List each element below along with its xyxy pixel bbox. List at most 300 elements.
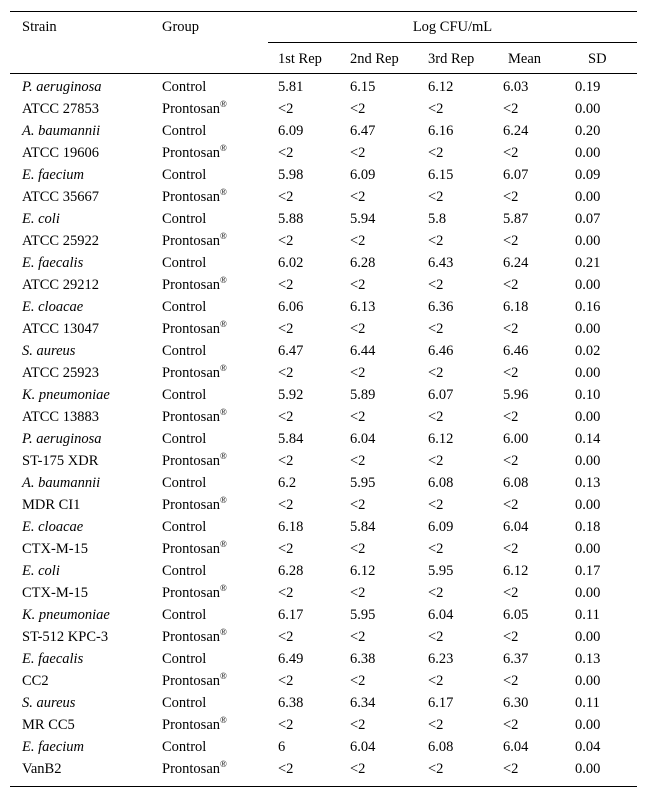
registered-mark: ® [220,275,227,285]
cell-mean: <2 [503,321,519,337]
cell-group [162,431,206,447]
cell-group [162,145,227,161]
cell-strain: E. faecalis [22,651,84,667]
cell-rep1: 6 [278,739,286,755]
cell-rep2: 5.89 [350,387,376,403]
cell-group-label: Control [162,255,207,271]
cell-mean: 6.04 [503,739,529,755]
table-row [10,142,637,164]
cell-mean: <2 [503,101,519,117]
table-bottom-rule [10,786,637,787]
cell-group-label: Prontosan [162,453,220,469]
registered-mark: ® [220,99,227,109]
cell-rep2: <2 [350,717,366,733]
cell-group-label: Control [162,519,207,535]
cell-group-label: Prontosan [162,717,220,733]
table-row [10,186,637,208]
cell-strain: CTX-M-15 [22,585,89,601]
cell-group-label: Prontosan [162,585,220,601]
cell-group [162,629,227,645]
table-row [10,736,637,758]
cell-rep1: 6.17 [278,607,304,623]
cell-rep2: <2 [350,233,366,249]
registered-mark: ® [220,319,227,329]
cell-group-label: Control [162,739,207,755]
cell-group-label: Prontosan [162,365,220,381]
cell-rep3: <2 [428,629,444,645]
cell-rep2: <2 [350,189,366,205]
cell-group [162,79,206,95]
cell-rep3: <2 [428,585,444,601]
cell-sd: 0.00 [575,541,601,557]
cell-sd: 0.00 [575,233,601,249]
cell-rep1: <2 [278,673,294,689]
cell-mean: <2 [503,409,519,425]
table-row [10,120,637,142]
registered-mark: ® [220,583,227,593]
cell-sd: 0.00 [575,453,601,469]
cell-mean: 6.18 [503,299,529,315]
cell-sd: 0.02 [575,343,601,359]
cell-sd: 0.20 [575,123,601,139]
cell-rep2: <2 [350,277,366,293]
cell-sd: 0.00 [575,145,601,161]
cell-group-label: Prontosan [162,101,220,117]
table-body [10,76,637,780]
cell-mean: <2 [503,233,519,249]
cell-sd: 0.17 [575,563,601,579]
cell-rep3: <2 [428,189,444,205]
cell-rep3: 6.43 [428,255,454,271]
table-row [10,626,637,648]
cell-rep2: 6.04 [350,739,376,755]
cell-mean: 6.24 [503,255,529,271]
cell-mean: 6.37 [503,651,529,667]
cell-rep3: 6.08 [428,475,454,491]
table-row [10,98,637,120]
cell-rep3: <2 [428,365,444,381]
registered-mark: ® [220,231,227,241]
cell-group-label: Prontosan [162,145,220,161]
header-rep3: 3rd Rep [428,51,475,67]
cell-sd: 0.00 [575,761,601,777]
cell-rep1: <2 [278,233,294,249]
cell-rep2: 6.28 [350,255,376,271]
cell-mean: 6.03 [503,79,529,95]
cell-mean: 5.96 [503,387,529,403]
table-row [10,428,637,450]
table-row [10,384,637,406]
cell-group [162,761,227,777]
cell-group-label: Prontosan [162,541,220,557]
cell-strain: MR CC5 [22,717,75,733]
cell-strain: E. faecium [22,167,85,183]
cell-strain: ATCC 13883 [22,409,99,425]
cell-strain: E. coli [22,563,60,579]
cell-strain: ATCC 25923 [22,365,99,381]
cell-rep3: 6.12 [428,79,454,95]
cell-rep1: 5.88 [278,211,304,227]
cell-group [162,211,206,227]
cell-strain: E. cloacae [22,299,84,315]
cell-group [162,563,206,579]
cell-rep2: 6.38 [350,651,376,667]
cell-group [162,189,227,205]
cell-rep1: 5.84 [278,431,304,447]
header-bottom-rule [10,73,637,74]
cell-rep1: <2 [278,497,294,513]
cell-mean: <2 [503,541,519,557]
cell-sd: 0.00 [575,497,601,513]
cell-group-label: Prontosan [162,409,220,425]
cell-rep3: <2 [428,453,444,469]
cell-group [162,321,227,337]
cell-group-label: Prontosan [162,497,220,513]
cell-group [162,277,227,293]
cell-rep1: 6.18 [278,519,304,535]
table-row [10,76,637,98]
cell-rep1: 6.02 [278,255,304,271]
cell-sd: 0.07 [575,211,601,227]
registered-mark: ® [220,539,227,549]
cell-group-label: Control [162,651,207,667]
cell-mean: 6.04 [503,519,529,535]
cell-rep3: <2 [428,497,444,513]
cell-group [162,101,227,117]
cell-rep3: 6.17 [428,695,454,711]
table-row [10,692,637,714]
table-row [10,670,637,692]
table-row [10,714,637,736]
cell-mean: <2 [503,673,519,689]
cell-strain: A. baumannii [22,475,101,491]
cell-group-label: Prontosan [162,673,220,689]
table-row [10,648,637,670]
cell-sd: 0.16 [575,299,601,315]
cell-group-label: Control [162,431,207,447]
cell-mean: <2 [503,761,519,777]
cell-group-label: Control [162,563,207,579]
cell-rep3: 6.07 [428,387,454,403]
cell-group [162,497,227,513]
cell-mean: 6.05 [503,607,529,623]
header-sd: SD [588,51,607,67]
cell-sd: 0.21 [575,255,601,271]
cell-mean: <2 [503,629,519,645]
cell-group-label: Control [162,387,207,403]
cell-rep3: 6.46 [428,343,454,359]
cell-rep3: 6.36 [428,299,454,315]
cell-group [162,585,227,601]
cell-sd: 0.13 [575,651,601,667]
cell-rep1: <2 [278,321,294,337]
cell-strain: VanB2 [22,761,62,777]
cell-rep3: 6.12 [428,431,454,447]
cell-rep3: <2 [428,717,444,733]
cell-rep3: <2 [428,145,444,161]
cell-mean: <2 [503,453,519,469]
cell-rep2: <2 [350,409,366,425]
cell-rep1: <2 [278,453,294,469]
table-row [10,362,637,384]
registered-mark: ® [220,759,227,769]
cell-group [162,299,206,315]
table-row [10,516,637,538]
cell-sd: 0.00 [575,189,601,205]
registered-mark: ® [220,715,227,725]
cell-group-label: Prontosan [162,189,220,205]
cell-group-label: Control [162,695,207,711]
table-row [10,472,637,494]
cell-rep1: <2 [278,365,294,381]
cell-rep2: 6.47 [350,123,376,139]
cell-rep1: 5.98 [278,167,304,183]
table-row [10,560,637,582]
cell-rep1: 6.06 [278,299,304,315]
cell-group-label: Control [162,299,207,315]
cell-rep1: <2 [278,541,294,557]
cell-mean: <2 [503,365,519,381]
table-row [10,604,637,626]
cell-group [162,695,206,711]
table-row [10,340,637,362]
cell-rep1: 6.28 [278,563,304,579]
cell-strain: CTX-M-15 [22,541,89,557]
table-top-rule [10,11,637,12]
cell-rep2: <2 [350,453,366,469]
cell-group [162,365,227,381]
cell-group [162,343,206,359]
cell-rep2: 6.34 [350,695,376,711]
cell-rep2: <2 [350,585,366,601]
cell-rep2: <2 [350,101,366,117]
registered-mark: ® [220,451,227,461]
cell-group-label: Control [162,211,207,227]
cell-sd: 0.11 [575,607,600,623]
cell-sd: 0.00 [575,629,601,645]
cell-rep2: 6.13 [350,299,376,315]
cell-strain: ATCC 19606 [22,145,99,161]
cell-mean: 6.08 [503,475,529,491]
cell-group [162,453,227,469]
cell-rep2: 6.44 [350,343,376,359]
cell-sd: 0.00 [575,321,601,337]
cell-rep2: 5.94 [350,211,376,227]
cell-group-label: Control [162,79,207,95]
cell-group-label: Prontosan [162,233,220,249]
cell-strain: ST-175 XDR [22,453,99,469]
cell-rep1: <2 [278,717,294,733]
cell-sd: 0.00 [575,101,601,117]
cell-rep1: <2 [278,409,294,425]
cell-rep1: 6.49 [278,651,304,667]
cell-sd: 0.19 [575,79,601,95]
table-row [10,406,637,428]
cell-group [162,409,227,425]
cell-rep1: 6.47 [278,343,304,359]
cell-rep3: 6.08 [428,739,454,755]
table-row [10,164,637,186]
cell-rep3: <2 [428,409,444,425]
cell-rep3: <2 [428,541,444,557]
cell-rep1: <2 [278,101,294,117]
table-row [10,582,637,604]
cell-rep3: <2 [428,673,444,689]
cell-group [162,519,206,535]
table-row [10,296,637,318]
cell-group-label: Prontosan [162,321,220,337]
registered-mark: ® [220,495,227,505]
cell-group [162,717,227,733]
cell-group [162,475,206,491]
cell-group-label: Prontosan [162,629,220,645]
cell-strain: ATCC 25922 [22,233,99,249]
cell-group-label: Control [162,475,207,491]
registered-mark: ® [220,363,227,373]
cell-rep3: <2 [428,321,444,337]
cell-mean: 6.24 [503,123,529,139]
cell-rep1: <2 [278,145,294,161]
cell-sd: 0.10 [575,387,601,403]
cell-mean: <2 [503,717,519,733]
cell-rep1: <2 [278,189,294,205]
cell-rep1: <2 [278,585,294,601]
cell-rep2: 6.04 [350,431,376,447]
cell-sd: 0.18 [575,519,601,535]
cell-group [162,739,206,755]
cell-rep3: <2 [428,101,444,117]
cell-mean: 6.46 [503,343,529,359]
cell-strain: ST-512 KPC-3 [22,629,109,645]
cell-sd: 0.00 [575,717,601,733]
header-strain: Strain [22,19,57,35]
cell-sd: 0.13 [575,475,601,491]
cell-rep3: 6.23 [428,651,454,667]
cell-group [162,233,227,249]
registered-mark: ® [220,407,227,417]
cell-sd: 0.09 [575,167,601,183]
cell-rep2: <2 [350,365,366,381]
table-row [10,450,637,472]
registered-mark: ® [220,143,227,153]
cell-group-label: Control [162,167,207,183]
cell-strain: CC2 [22,673,49,689]
header-rep2: 2nd Rep [350,51,399,67]
table-row [10,494,637,516]
cell-group [162,167,206,183]
cell-group [162,255,206,271]
cell-rep2: <2 [350,629,366,645]
cell-group-label: Control [162,607,207,623]
cell-group [162,123,206,139]
cell-rep3: <2 [428,761,444,777]
cell-strain: P. aeruginosa [22,431,102,447]
cell-strain: K. pneumoniae [22,607,110,623]
cell-rep1: 6.2 [278,475,297,491]
registered-mark: ® [220,671,227,681]
header-group: Group [162,19,200,35]
cell-group-label: Control [162,343,207,359]
cell-sd: 0.11 [575,695,600,711]
cell-rep3: 6.09 [428,519,454,535]
table-row [10,274,637,296]
cell-rep2: 6.12 [350,563,376,579]
table-row [10,208,637,230]
cell-sd: 0.00 [575,585,601,601]
cell-strain: E. faecium [22,739,85,755]
cell-rep2: 5.84 [350,519,376,535]
cell-strain: MDR CI1 [22,497,81,513]
cell-mean: 6.07 [503,167,529,183]
cell-strain: E. faecalis [22,255,84,271]
header-log-cfu: Log CFU/mL [412,19,493,35]
cell-group [162,651,206,667]
cell-strain: A. baumannii [22,123,101,139]
cell-group [162,387,206,403]
cell-rep2: <2 [350,145,366,161]
table-row [10,538,637,560]
cell-mean: <2 [503,145,519,161]
cell-sd: 0.00 [575,365,601,381]
cell-group-label: Prontosan [162,761,220,777]
header-rep1: 1st Rep [278,51,322,67]
cell-strain: K. pneumoniae [22,387,110,403]
cell-sd: 0.04 [575,739,601,755]
cell-rep1: <2 [278,277,294,293]
cell-rep2: 6.15 [350,79,376,95]
cell-mean: <2 [503,277,519,293]
registered-mark: ® [220,187,227,197]
cell-strain: ATCC 27853 [22,101,99,117]
cell-rep1: 6.38 [278,695,304,711]
header-mean: Mean [508,51,542,67]
cell-group [162,607,206,623]
cell-mean: <2 [503,497,519,513]
cell-strain: ATCC 29212 [22,277,99,293]
cell-rep2: <2 [350,673,366,689]
cell-rep3: 5.95 [428,563,454,579]
cell-strain: E. coli [22,211,60,227]
cell-rep1: 6.09 [278,123,304,139]
registered-mark: ® [220,627,227,637]
cell-rep2: <2 [350,321,366,337]
table-row [10,252,637,274]
cell-rep3: 5.8 [428,211,447,227]
cell-rep1: 5.81 [278,79,304,95]
cell-mean: 5.87 [503,211,529,227]
cell-group [162,673,227,689]
cell-mean: <2 [503,189,519,205]
cell-rep2: 5.95 [350,607,376,623]
table-row [10,758,637,780]
cell-strain: S. aureus [22,343,76,359]
cell-group [162,541,227,557]
cell-sd: 0.00 [575,673,601,689]
cell-rep2: <2 [350,541,366,557]
table-row [10,230,637,252]
cell-rep2: 5.95 [350,475,376,491]
cell-group-label: Control [162,123,207,139]
cell-mean: 6.00 [503,431,529,447]
cell-mean: 6.12 [503,563,529,579]
cell-mean: <2 [503,585,519,601]
cell-rep2: 6.09 [350,167,376,183]
cell-rep2: <2 [350,497,366,513]
cell-sd: 0.00 [575,409,601,425]
cell-strain: ATCC 35667 [22,189,99,205]
cell-rep1: 5.92 [278,387,304,403]
cell-rep2: <2 [350,761,366,777]
